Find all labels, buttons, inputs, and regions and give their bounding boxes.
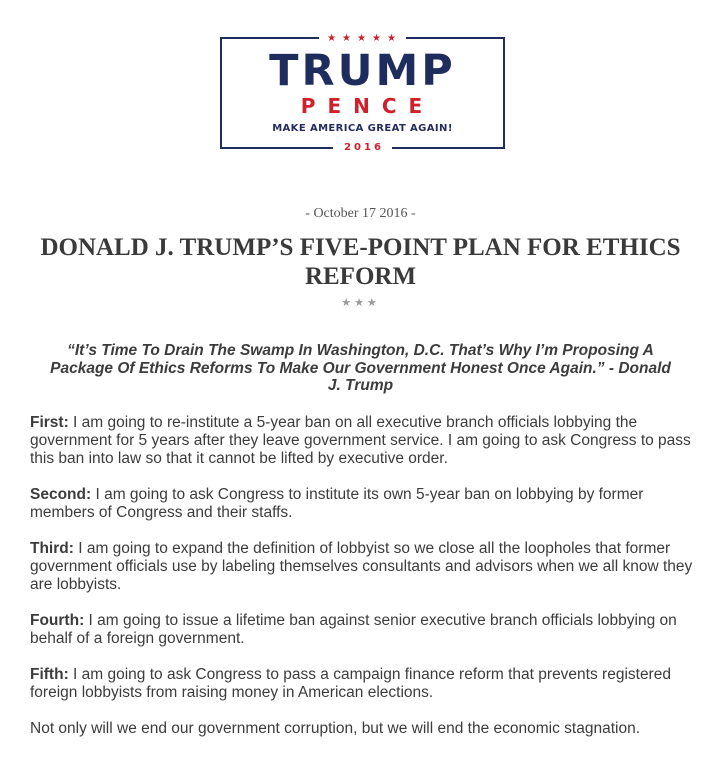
point-fourth [30,612,700,648]
headline-quote: “It’s Time To Drain The Swamp In Washington, D.C. That’s Why I’m Proposing A Package Of Ethics Reforms To Make Our Government Honest Once Again.” - Donald J. Trump [50,342,671,394]
campaign-logo [220,33,505,153]
logo-year: 2016 [222,142,503,154]
point-text: I am going to ask Congress to institute its own 5-year ban on lobbying by former members of Congress and their staffs. [30,486,644,521]
logo-name-bottom: PENCE [300,94,435,118]
point-text: I am going to issue a lifetime ban against senior executive branch officials lobbying on behalf of a foreign government. [30,612,677,647]
point-third [30,540,700,594]
logo-slogan: MAKE AMERICA GREAT AGAIN! [272,123,453,134]
star-divider: ★★★ [341,296,380,309]
point-text: I am going to ask Congress to pass a campaign finance reform that prevents registered foreign lobbyists from raising money in American elections. [30,666,671,701]
closing-statement: Not only will we end our government corruption, but we will end the economic stagnation. [30,720,640,737]
point-text: I am going to re-institute a 5-year ban on all executive branch officials lobbying the government for 5 years after they leave government service. I am going to ask Congress to pass this ban into law so that it cannot be lifted by executive order. [30,414,691,467]
point-label: Third: [30,540,74,557]
point-label: Fourth: [30,612,85,629]
point-label: Second: [30,486,92,503]
logo-name-top: TRUMP [269,46,456,96]
point-label: First: [30,414,69,431]
point-label: Fifth: [30,666,69,683]
publish-date: - October 17 2016 - [305,206,416,221]
point-first [30,414,700,468]
point-fifth [30,666,700,702]
point-text: I am going to expand the definition of lobbyist so we close all the loopholes that former government officials use by labeling themselves consultants and advisors when we all know they are lobbyists. [30,540,693,593]
page-title: DONALD J. TRUMP’S FIVE-POINT PLAN FOR ETHICS REFORM [40,234,681,290]
logo-stars: ★★★★★ [222,33,503,45]
point-second [30,486,700,522]
